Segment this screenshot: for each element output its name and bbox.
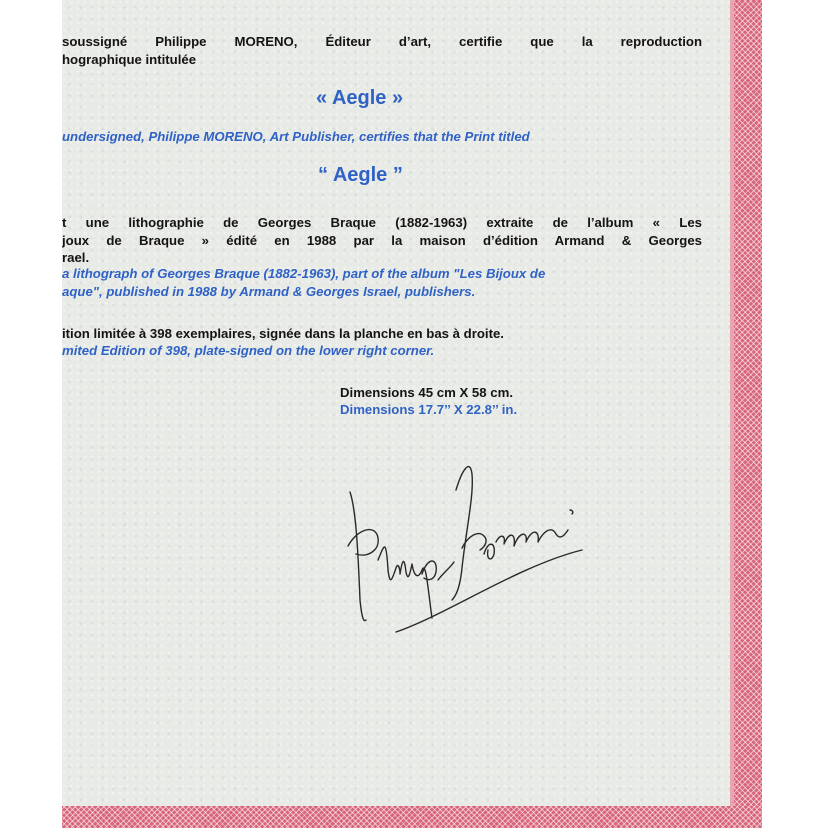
decorative-border-bottom	[62, 806, 762, 828]
en-intro: undersigned, Philippe MORENO, Art Publisher, certifies that the Print titled	[62, 129, 530, 144]
fr-intro-line-2: hographique intitulée	[62, 52, 197, 67]
signature-stroke-oreno	[484, 510, 573, 559]
en-desc-line-2: aque", published in 1988 by Armand & Georges Israel, publishers.	[62, 284, 476, 299]
fr-dimensions: Dimensions 45 cm X 58 cm.	[340, 385, 513, 400]
signature-stroke-m	[452, 467, 486, 600]
fr-desc-line-2: joux de Braque » édité en 1988 par la maison d’édition Armand & Georges	[62, 233, 702, 248]
en-dimensions: Dimensions 17.7’’ X 22.8’’ in.	[340, 402, 518, 417]
fr-desc-line-1: t une lithographie de Georges Braque (1882-1963) extraite de l’album « Les	[62, 215, 702, 230]
signature-stroke-e	[438, 562, 454, 580]
decorative-border-right	[734, 0, 762, 828]
title-fr: « Aegle »	[316, 87, 404, 109]
fr-edition: ition limitée à 398 exemplaires, signée dans la planche en bas à droite.	[62, 326, 504, 341]
en-desc-line-1: a lithograph of Georges Braque (1882-1963), part of the album "Les Bijoux de	[62, 266, 546, 281]
fr-desc-line-3: rael.	[62, 250, 90, 265]
handwritten-signature	[338, 450, 598, 640]
signature-stroke-p	[348, 492, 378, 621]
signature-underline	[396, 550, 582, 632]
fr-intro-line-1: soussigné Philippe MORENO, Éditeur d’art, certifie que la reproduction	[62, 34, 702, 49]
title-en: “ Aegle ”	[318, 164, 403, 186]
certificate-paper	[62, 0, 762, 828]
signature-stroke-hilipp	[378, 547, 436, 618]
en-edition: mited Edition of 398, plate-signed on the lower right corner.	[62, 343, 435, 358]
